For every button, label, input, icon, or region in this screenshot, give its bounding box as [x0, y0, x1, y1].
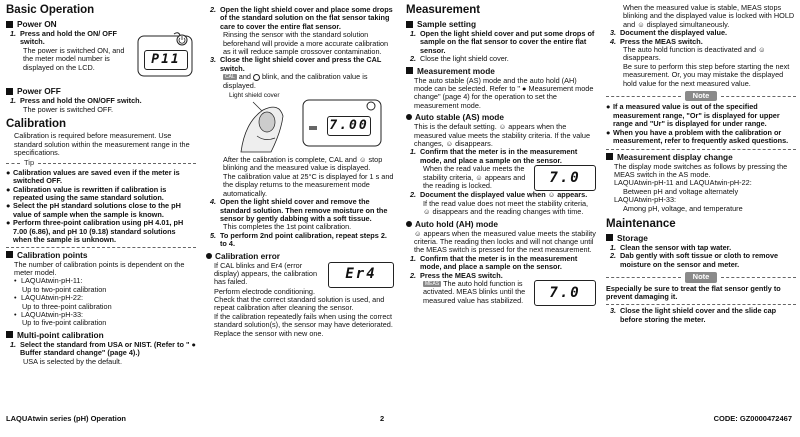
heading-calibration-points: Calibration points: [6, 250, 196, 260]
display-text-b: Between pH and voltage alternately: [623, 186, 739, 196]
square-bullet-icon: [406, 67, 413, 74]
display-text: The display mode switches as follows by pressing the MEAS switch in the AS mode.: [614, 161, 788, 179]
note-item: ● If a measured value is out of the specified measurement range, "Or" is displayed for upper range and "Ur" is displayed for under range.: [606, 102, 780, 129]
step-text: If the read value does not meet the stability criteria, ☺ disappears and the reading changes with time.: [423, 198, 589, 217]
list-item: • LAQUAtwin-pH-11:: [14, 276, 83, 286]
square-bullet-icon: [606, 234, 613, 241]
step-item: 1. Open the light shield cover and put some drops of sample on the flat sensor to cover the entire flat sensor.: [410, 29, 595, 55]
step-text: The auto hold function is deactivated and ☺ disappears.: [623, 45, 766, 63]
square-bullet-icon: [6, 88, 13, 95]
note-text: Especially be sure to treat the flat sensor gently to prevent damaging it.: [606, 283, 781, 301]
step-text: The power is switched OFF.: [23, 104, 114, 114]
heading-auto-hold: Auto hold (AH) mode: [406, 219, 596, 229]
square-bullet-icon: [6, 251, 13, 258]
as-block: [406, 165, 596, 191]
step-text: Be sure to perform this step before starting the next measurement. Or, you may mistake the displayed hold value for the next measured value.: [623, 61, 790, 88]
meas-icon: MEAS: [425, 281, 440, 288]
heading-sample-setting: Sample setting: [406, 19, 596, 29]
note-bar: Note: [606, 91, 796, 101]
step-text: USA is selected by the default.: [23, 356, 122, 366]
display-text-a: LAQUAtwin-pH-11 and LAQUAtwin-pH-22:: [614, 178, 752, 188]
error-text-3: Check that the correct standard solution is used, and repeat calibration after cleaning the sensor.: [214, 294, 385, 313]
column-1: [6, 0, 196, 366]
square-bullet-icon: [606, 153, 613, 160]
heading-power-on: Power ON: [6, 19, 196, 29]
list-item-text: Up to five-point calibration: [22, 318, 107, 328]
tip-item: ● Calibration values are saved even if the meter is switched OFF.: [6, 167, 180, 186]
round-bullet-icon: [206, 253, 212, 259]
step-text: This completes the 1st point calibration.: [223, 222, 352, 232]
step-text: When the read value meets the stability criteria, ☺ appears and the reading is locked.: [423, 164, 526, 191]
step-text: Rinsing the sensor with the standard solution beforehand will provide a more accurate calibration as it will reduce sample crossover contamination.: [223, 30, 389, 57]
step-item: 2. Close the light shield cover.: [410, 54, 509, 64]
shield-label: Light shield cover: [229, 92, 280, 100]
step-text: The power is switched ON, and the meter model number is displayed on the LCD.: [23, 45, 125, 72]
step-item: 1. Press and hold the ON/ OFF switch.: [10, 29, 117, 47]
step-item: 1. Confirm that the meter is in the measurement mode, and place a sample on the sensor.: [410, 253, 578, 272]
lcd-display: P11: [144, 50, 188, 70]
column-2: [206, 6, 394, 338]
step-text: MEAS The auto hold function is activated. MEAS blinks until the measured value has stabilized.: [423, 278, 526, 305]
heading-calibration-error: Calibration error: [206, 251, 394, 261]
lcd-display-error: Er4: [328, 262, 394, 288]
step-item: 3. Document the displayed value.: [610, 28, 728, 38]
tips-list: [6, 169, 196, 245]
step-item: 1. Clean the sensor with tap water.: [610, 242, 732, 252]
step-item: 2. Dab gently with soft tissue or cloth to remove moisture on the sensor and meter.: [610, 251, 779, 269]
round-bullet-icon: [406, 221, 412, 227]
tip-bar-end: [6, 247, 196, 248]
mode-text: The auto stable (AS) mode and the auto hold (AH) mode can be selected. Refer to " ● Measurement mode change" (page 4) for the operation to set the measurement mode.: [414, 75, 594, 110]
note-bar-2: Note: [606, 272, 796, 282]
column-3: [406, 0, 596, 306]
points-list: [6, 277, 196, 327]
points-text: The number of calibration points is dependent on the meter model.: [14, 259, 185, 277]
column-4: [606, 4, 796, 324]
heading-basic-operation: Basic Operation: [6, 4, 95, 16]
ah-block: [406, 280, 596, 306]
step-item: 1. Press and hold the ON/OFF switch.: [10, 96, 142, 106]
error-text-4: If the calibration repeatedly fails when using the correct standard solution(s), the sensor may have deteriorated. Replace the sensor with new one.: [214, 311, 393, 338]
calibration-illustration: [223, 92, 394, 154]
heading-multi-point: Multi-point calibration: [6, 330, 196, 340]
ah-text: ☺ appears when the measured value meets the stability criteria. The reading then locks and will not change until the MEAS switch is pressed for the next measurement.: [414, 228, 596, 255]
square-bullet-icon: [6, 21, 13, 28]
heading-auto-stable: Auto stable (AS) mode: [406, 112, 596, 122]
heading-maintenance: Maintenance: [606, 217, 676, 230]
square-bullet-icon: [6, 331, 13, 338]
tip-item: ● Calibration value is rewritten if calibration is repeated using the same standard solution.: [6, 184, 167, 203]
step-item: 3. Close the light shield cover and the slide cap before storing the meter.: [610, 306, 777, 324]
list-item: • LAQUAtwin-pH-33:: [14, 309, 84, 319]
note-item: ● When you have a problem with the calibration or measurement, refer to frequently asked questions.: [606, 127, 789, 146]
lcd-display: 7.0: [534, 280, 596, 306]
step-item: 1. Confirm that the meter is in the measurement mode, and place a sample on the sensor.: [410, 147, 578, 165]
step-text: After the calibration is complete, CAL and ☺ stop blinking and the measured value is displayed.: [223, 155, 383, 173]
list-item: • LAQUAtwin-pH-22:: [14, 293, 84, 303]
step-item: 5. To perform 2nd point calibration, repeat steps 2. to 4.: [210, 230, 387, 249]
meter-illustration: [130, 30, 196, 84]
step-item: 1. Select the standard from USA or NIST. (Refer to " ● Buffer standard change" (page 4).): [10, 339, 196, 358]
footer-code: CODE: GZ0000472467: [713, 414, 792, 423]
power-on-block: [6, 30, 196, 84]
square-bullet-icon: [406, 21, 413, 28]
footer-title: LAQUAtwin series (pH) Operation: [6, 414, 127, 423]
step-item: 2. Press the MEAS switch.: [410, 270, 503, 280]
note-bar-end: [606, 149, 796, 150]
display-text-d: Among pH, voltage, and temperature: [623, 203, 743, 213]
error-text-2: Perform electrode conditioning.: [214, 286, 315, 296]
heading-measurement: Measurement: [406, 4, 481, 16]
list-item-text: Up to three-point calibration: [22, 301, 112, 311]
error-text: If CAL blinks and Er4 (error display) appears, the calibration has failed.: [214, 260, 318, 287]
note-bar-2-end: [606, 304, 796, 305]
tip-item: ● Perform three-point calibration using pH 4.01, pH 7.00 (6.86), and pH 10 (9.18) standard solutions when the sample is unknown.: [6, 218, 184, 245]
page-number: 2: [380, 414, 385, 423]
error-block: [206, 262, 394, 288]
heading-measurement-mode: Measurement mode: [406, 66, 596, 76]
step-text: The calibration value at 25°C is displayed for 1 s and the display returns to the measurement mode automatically.: [223, 171, 394, 198]
cal-icon: CAL: [225, 74, 235, 81]
heading-power-off: Power OFF: [6, 86, 196, 96]
list-item-text: Up to two-point calibration: [22, 284, 107, 294]
lcd-display: 7.0: [534, 165, 596, 191]
heading-storage: Storage: [606, 233, 796, 243]
display-text-c: LAQUAtwin-pH-33:: [614, 195, 677, 205]
step-item: 3. Close the light shield cover and press the CAL switch.: [210, 55, 382, 73]
calibration-text: Calibration is required before measurement. Use standard solution within the measurement range in the specifications.: [14, 131, 190, 158]
tip-item: ● Select the pH standard solutions close to the pH value of sample when the sample is known.: [6, 201, 181, 219]
tip-bar: Tip: [6, 159, 196, 167]
as-text: This is the default setting. ☺ appears when the measured value meets the stability criteria. If the value changes, ☺ disappears.: [414, 122, 591, 149]
step-text: CAL and blink, and the calibration value is displayed.: [223, 72, 368, 90]
heading-calibration: Calibration: [6, 118, 67, 131]
step-item: 4. Press the MEAS switch.: [610, 36, 703, 46]
heading-display-change: Measurement display change: [606, 152, 796, 162]
step-text: When the measured value is stable, MEAS stops blinking and the displayed value is locked with HOLD and ☺ displayed simultaneously.: [623, 3, 795, 29]
step-item: 2. Document the displayed value when ☺ appears.: [410, 190, 588, 200]
lcd-display: 7.00: [327, 116, 371, 136]
step-item: 4. Open the light shield cover and remove the standard solution. Then remove moisture on the sensor by gently dabbing with a soft tissue.: [210, 197, 388, 223]
round-bullet-icon: [406, 114, 412, 120]
step-item: 2. Open the light shield cover and place some drops of the standard solution on the flat sensor taking care to cover the entire flat sensor.: [210, 5, 393, 31]
